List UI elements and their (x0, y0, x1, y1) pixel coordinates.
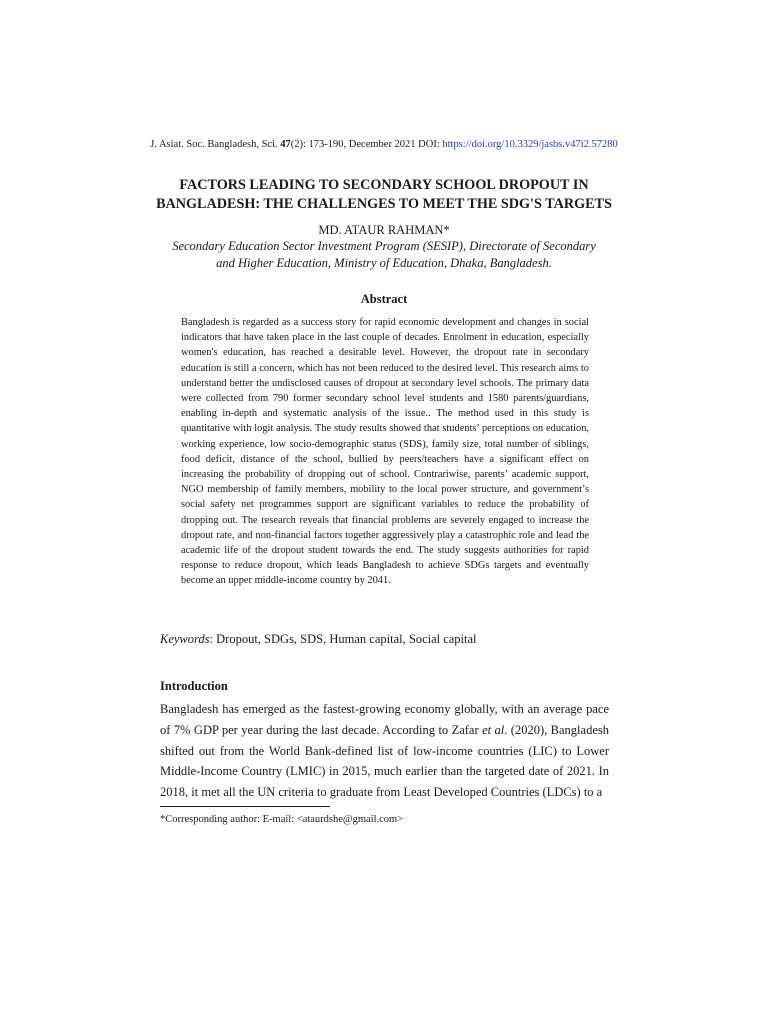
introduction-text (160, 699, 609, 803)
intro-text-part-2: . (2020), Bangladesh shifted out from the World Bank-defined list of low-income countries (LIC) to Lower Middle-Income Country (LMIC) in 2015, much earlier than the targeted date of 2021. In 2018, it met all the UN criteria to graduate from Least Developed Countries (LDCs) to a (160, 722, 609, 800)
keywords-list: : Dropout, SDGs, SDS, Human capital, Social capital (209, 632, 477, 646)
doi-link[interactable]: https://doi.org/10.3329/jasbs.v47i2.57280 (442, 139, 618, 150)
author-name: MD. ATAUR RAHMAN* (318, 223, 450, 237)
affiliation-line-1: Secondary Education Sector Investment Program (SESIP), Directorate of Secondary (172, 239, 596, 253)
intro-text-part-1: Bangladesh has emerged as the fastest-growing economy globally, with an average pace of 7% GDP per year during the last decade. According to Zafar (160, 702, 609, 737)
introduction-heading: Introduction (160, 679, 228, 693)
citation-journal: J. Asiat. Soc. Bangladesh, Sci. (150, 139, 281, 150)
paper-title (120, 176, 648, 214)
footnote-divider (160, 806, 330, 807)
journal-citation (0, 139, 768, 150)
title-line-2: BANGLADESH: THE CHALLENGES TO MEET THE SDG'S TARGETS (156, 196, 612, 212)
abstract-text: Bangladesh is regarded as a success story for rapid economic development and changes in social indicators that have taken place in the last couple of decades. Enrolment in education, especially women's education, has reached a desirable level. However, the dropout rate in secondary education is still a concern, which has not been reduced to the desired level. This research aims to understand better the undisclosed causes of dropout at secondary level schools. The primary data were collected from 790 former secondary school level students and 1580 parents/guardians, enabling in-depth and systematic analysis of the issue.. The method used in this study is quantitative with logit analysis. The study results showed that students’ perceptions on education, working experience, low socio-demographic status (SDS), family size, total number of siblings, food deficit, distance of the school, bullied by peers/teachers have a significant effect on increasing the probability of dropping out of school. Contrariwise, parents’ academic support, NGO membership of family members, mobility to the local power structure, and government’s social safety net programmes support are significant variables to reduce the probability of dropping out. The research reveals that financial problems are severely engaged to increase the dropout rate, and non-financial factors together aggressively play a catastrophic role and lead the academic life of the dropout student towards the end. The study suggests authorities for rapid response to reduce dropout, which leads Bangladesh to achieve SDGs targets and eventually become an upper middle-income country by 2041. (181, 317, 589, 587)
intro-et-al: et al (482, 722, 505, 737)
citation-issue-pages: (2): 173-190, December 2021 DOI: (290, 139, 443, 150)
keywords (160, 632, 610, 647)
title-line-1: FACTORS LEADING TO SECONDARY SCHOOL DROPOUT IN (179, 177, 589, 193)
citation-volume: 47 (280, 139, 291, 150)
author-affiliation (150, 238, 618, 272)
abstract-heading: Abstract (360, 292, 408, 306)
affiliation-line-2: and Higher Education, Ministry of Education, Dhaka, Bangladesh. (216, 256, 552, 270)
corresponding-author-footnote: *Corresponding author: E-mail: <ataurdshe@gmail.com> (160, 814, 404, 825)
keywords-label: Keywords (160, 632, 210, 646)
